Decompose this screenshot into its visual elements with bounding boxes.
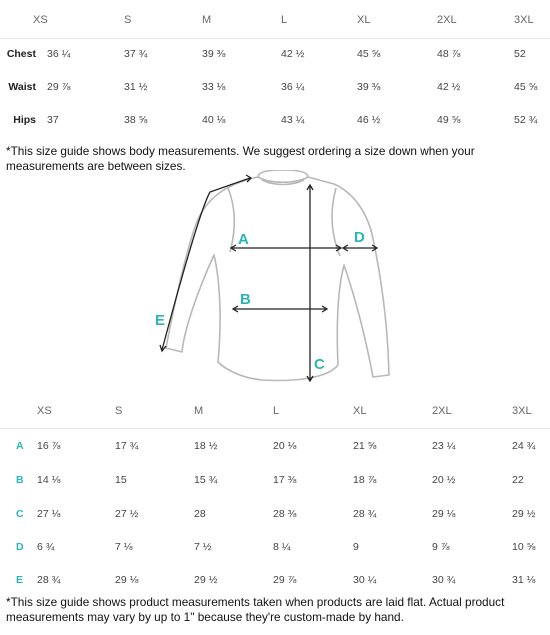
table-cell: 20 ⅛ <box>273 440 297 452</box>
table-cell: 29 ⅛ <box>115 574 139 586</box>
table-cell: 7 ⅛ <box>115 541 133 553</box>
table-cell: 42 ½ <box>281 48 305 60</box>
table-cell: 39 ⅜ <box>202 48 226 60</box>
table-cell: 28 ¾ <box>353 508 377 520</box>
label-e: E <box>155 312 166 329</box>
table-cell: 37 <box>47 114 59 126</box>
table-cell: 28 <box>194 508 206 520</box>
table-cell: 18 ⅞ <box>353 474 377 486</box>
row-label-c: C <box>16 508 24 520</box>
table-cell: 28 ⅜ <box>273 508 297 520</box>
table-cell: 33 ⅛ <box>202 81 226 93</box>
size-header-l: L <box>273 405 280 417</box>
table-cell: 29 ⅞ <box>47 81 71 93</box>
table-cell: 10 ⅝ <box>512 541 536 553</box>
table-cell: 24 ¾ <box>512 440 536 452</box>
table-cell: 20 ½ <box>432 474 456 486</box>
size-header-m: M <box>194 405 204 417</box>
row-label-waist: Waist <box>8 81 36 93</box>
table-cell: 45 ⅝ <box>514 81 538 93</box>
table-cell: 36 ¼ <box>47 48 71 60</box>
size-header-s: S <box>124 14 132 26</box>
size-header-xl: XL <box>353 405 367 417</box>
table-cell: 36 ¼ <box>281 81 305 93</box>
table-cell: 23 ¼ <box>432 440 456 452</box>
table-cell: 15 <box>115 474 127 486</box>
table-cell: 29 ⅛ <box>432 508 456 520</box>
size-header-xs: XS <box>33 14 48 26</box>
row-label-hips: Hips <box>13 114 36 126</box>
label-d: D <box>354 229 365 246</box>
table-cell: 7 ½ <box>194 541 212 553</box>
table-cell: 39 ⅜ <box>357 81 381 93</box>
table-cell: 29 ⅞ <box>273 574 297 586</box>
table-cell: 52 ¾ <box>514 114 538 126</box>
table-cell: 15 ¾ <box>194 474 218 486</box>
table-cell: 30 ¾ <box>432 574 456 586</box>
table-divider <box>0 38 550 39</box>
label-b: B <box>240 291 251 308</box>
table-cell: 46 ½ <box>357 114 381 126</box>
table-cell: 22 <box>512 474 524 486</box>
table-cell: 38 ⅝ <box>124 114 148 126</box>
measure-line-e <box>160 175 251 351</box>
table-cell: 27 ½ <box>115 508 139 520</box>
table-cell: 49 ⅝ <box>437 114 461 126</box>
size-header-2xl: 2XL <box>437 14 457 26</box>
table-cell: 28 ¾ <box>37 574 61 586</box>
table-cell: 52 <box>514 48 526 60</box>
table-cell: 14 ⅛ <box>37 474 61 486</box>
table-divider <box>0 428 550 429</box>
table-cell: 17 ¾ <box>115 440 139 452</box>
table-cell: 9 <box>353 541 359 553</box>
table-cell: 29 ½ <box>512 508 536 520</box>
size-header-3xl: 3XL <box>514 14 534 26</box>
row-label-a: A <box>16 440 24 452</box>
row-label-b: B <box>16 474 24 486</box>
size-header-xl: XL <box>357 14 371 26</box>
size-header-s: S <box>115 405 123 417</box>
table-cell: 31 ⅛ <box>512 574 536 586</box>
table-cell: 27 ⅛ <box>37 508 61 520</box>
shirt-outline <box>166 170 389 380</box>
table-cell: 16 ⅞ <box>37 440 61 452</box>
size-header-m: M <box>202 14 212 26</box>
table-cell: 40 ⅛ <box>202 114 226 126</box>
table-cell: 6 ¾ <box>37 541 55 553</box>
table-cell: 17 ⅜ <box>273 474 297 486</box>
size-header-2xl: 2XL <box>432 405 452 417</box>
measure-line-c <box>307 185 313 381</box>
row-label-chest: Chest <box>6 48 36 60</box>
table-cell: 48 ⅞ <box>437 48 461 60</box>
table-cell: 43 ¼ <box>281 114 305 126</box>
table-cell: 29 ½ <box>194 574 218 586</box>
table-cell: 9 ⅞ <box>432 541 450 553</box>
product-measurement-note: *This size guide shows product measurements taken when products are laid flat. Actual product measurements may vary by up to 1" because they're custom-made by hand. <box>6 595 505 624</box>
size-header-3xl: 3XL <box>512 405 532 417</box>
table-cell: 30 ¼ <box>353 574 377 586</box>
table-cell: 31 ½ <box>124 81 148 93</box>
shirt-measurement-diagram <box>0 170 550 390</box>
label-c: C <box>314 356 325 373</box>
row-label-e: E <box>16 574 24 586</box>
table-cell: 45 ⅝ <box>357 48 381 60</box>
row-label-d: D <box>16 541 24 553</box>
table-cell: 8 ¼ <box>273 541 291 553</box>
table-cell: 21 ⅝ <box>353 440 377 452</box>
size-header-xs: XS <box>37 405 52 417</box>
size-header-l: L <box>281 14 288 26</box>
table-cell: 18 ½ <box>194 440 218 452</box>
table-cell: 42 ½ <box>437 81 461 93</box>
body-measurement-note: *This size guide shows body measurements. We suggest ordering a size down when your measurements are between sizes. <box>6 144 475 173</box>
label-a: A <box>238 231 249 248</box>
table-cell: 37 ¾ <box>124 48 148 60</box>
